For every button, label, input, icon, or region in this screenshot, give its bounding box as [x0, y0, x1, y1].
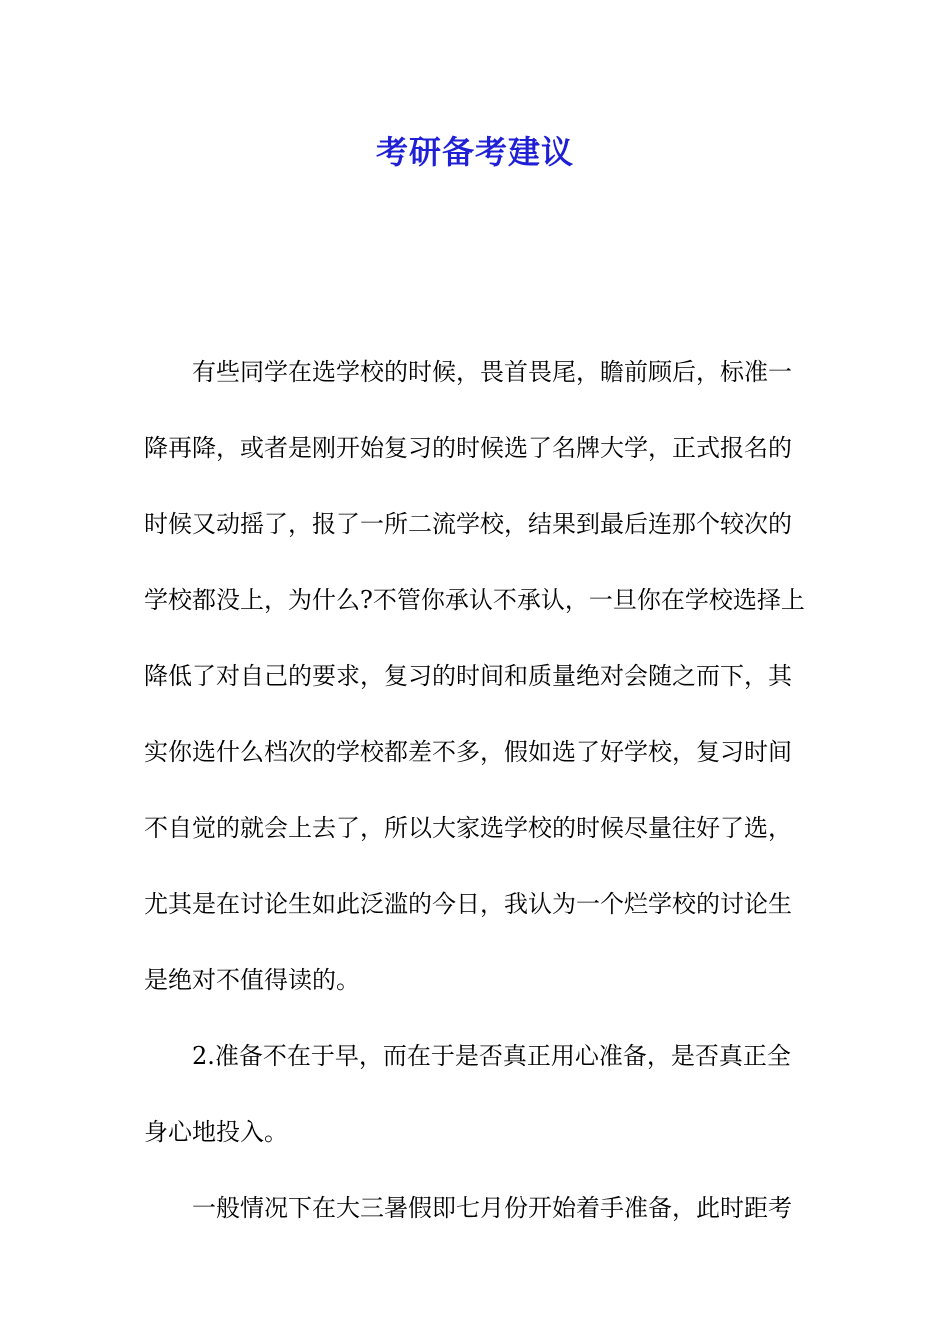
text-line: 一般情况下在大三暑假即七月份开始着手准备，此时距考 — [192, 1194, 792, 1222]
text-line: 尤其是在讨论生如此泛滥的今日，我认为一个烂学校的讨论生 — [144, 890, 792, 918]
document-body — [144, 334, 808, 1246]
text-line: 实你选什么档次的学校都差不多，假如选了好学校，复习时间 — [144, 738, 792, 766]
text-line: 身心地投入。 — [144, 1118, 288, 1146]
paragraph — [144, 334, 808, 1018]
text-line: 降再降，或者是刚开始复习的时候选了名牌大学，正式报名的 — [144, 434, 792, 462]
text-line: 不自觉的就会上去了，所以大家选学校的时候尽量往好了选， — [144, 814, 792, 842]
text-line: 有些同学在选学校的时候，畏首畏尾，瞻前顾后，标准一 — [192, 358, 792, 386]
text-line: 2.准备不在于早，而在于是否真正用心准备，是否真正全 — [192, 1042, 791, 1070]
paragraph — [144, 1018, 808, 1170]
text-line: 降低了对自己的要求，复习的时间和质量绝对会随之而下，其 — [144, 662, 792, 690]
text-line: 时候又动摇了，报了一所二流学校，结果到最后连那个较次的 — [144, 510, 792, 538]
text-line: 学校都没上，为什么?不管你承认不承认，一旦你在学校选择上 — [144, 586, 805, 614]
text-line: 是绝对不值得读的。 — [144, 966, 360, 994]
document-title: 考研备考建议 — [375, 133, 574, 171]
paragraph — [144, 1170, 808, 1246]
